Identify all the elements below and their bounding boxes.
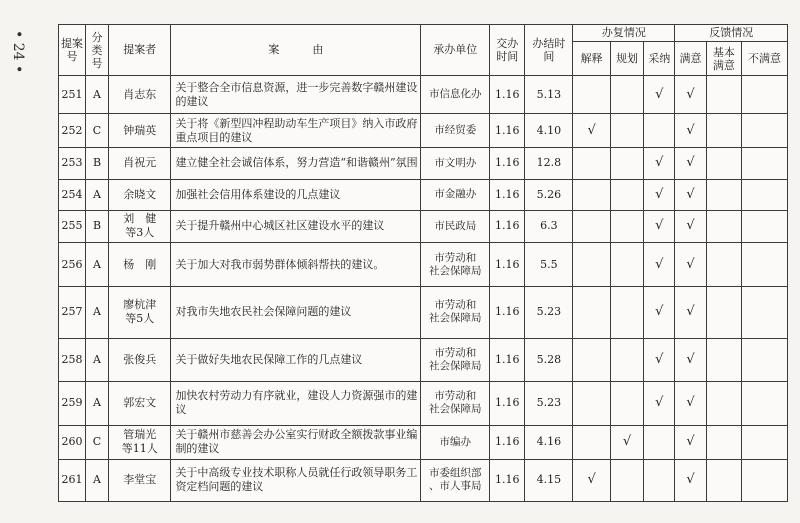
header-reply-adopt: 采纳 [644, 42, 675, 76]
reply-plan-cell [610, 179, 643, 210]
reply-adopt-cell: √ [644, 243, 675, 286]
reply-adopt-cell [644, 114, 675, 148]
proposal-id-cell: 256 [59, 243, 86, 286]
done-time-cell: 4.10 [525, 114, 573, 148]
fb-unsatisfied-cell [742, 179, 788, 210]
fb-basic-cell [706, 114, 741, 148]
reply-plan-cell [610, 76, 643, 114]
table-row [59, 148, 788, 180]
category-cell: A [86, 286, 109, 338]
reply-plan-cell [610, 459, 643, 501]
done-time-cell: 5.23 [525, 286, 573, 338]
fb-satisfied-cell: √ [675, 114, 706, 148]
subject-cell: 关于将《新型四冲程助动车生产项目》纳入市政府重点项目的建议 [171, 114, 421, 148]
handover-time-cell: 1.16 [490, 286, 525, 338]
handover-time-cell: 1.16 [490, 459, 525, 501]
proposal-id-cell: 258 [59, 338, 86, 381]
table-row [59, 382, 788, 425]
reply-adopt-cell: √ [644, 338, 675, 381]
reply-explain-cell [573, 425, 610, 459]
handover-time-cell: 1.16 [490, 76, 525, 114]
reply-explain-cell [573, 382, 610, 425]
header-proposer: 提案者 [108, 25, 170, 76]
reply-explain-cell: √ [573, 114, 610, 148]
dept-cell: 市信息化办 [421, 76, 490, 114]
handover-time-cell: 1.16 [490, 243, 525, 286]
header-fb-unsatisfied: 不满意 [742, 42, 788, 76]
reply-adopt-cell: √ [644, 210, 675, 243]
proposal-id-cell: 257 [59, 286, 86, 338]
header-handover-time: 交办时间 [490, 25, 525, 76]
category-cell: A [86, 179, 109, 210]
header-reply-explain: 解释 [573, 42, 610, 76]
table-row [59, 286, 788, 338]
done-time-cell: 5.13 [525, 76, 573, 114]
done-time-cell: 5.26 [525, 179, 573, 210]
dept-cell: 市编办 [421, 425, 490, 459]
reply-plan-cell [610, 148, 643, 180]
table-row [59, 338, 788, 381]
reply-explain-cell [573, 338, 610, 381]
proposal-table [58, 24, 788, 502]
header-subject: 案 由 [171, 25, 421, 76]
table-row [59, 425, 788, 459]
done-time-cell: 12.8 [525, 148, 573, 180]
proposal-id-cell: 261 [59, 459, 86, 501]
fb-basic-cell [706, 243, 741, 286]
category-cell: A [86, 338, 109, 381]
reply-explain-cell: √ [573, 459, 610, 501]
done-time-cell: 5.5 [525, 243, 573, 286]
dept-cell: 市文明办 [421, 148, 490, 180]
proposer-cell: 钟瑞英 [108, 114, 170, 148]
reply-plan-cell [610, 286, 643, 338]
header-proposal-id: 提案号 [59, 25, 86, 76]
reply-adopt-cell: √ [644, 179, 675, 210]
reply-plan-cell [610, 338, 643, 381]
header-done-time: 办结时间 [525, 25, 573, 76]
table-row [59, 179, 788, 210]
header-fb-basic: 基本满意 [706, 42, 741, 76]
subject-cell: 建立健全社会诚信体系，努力营造“和谐赣州”氛围 [171, 148, 421, 180]
handover-time-cell: 1.16 [490, 425, 525, 459]
category-cell: A [86, 243, 109, 286]
dept-cell: 市民政局 [421, 210, 490, 243]
category-cell: C [86, 114, 109, 148]
table-row [59, 76, 788, 114]
proposer-cell: 李堂宝 [108, 459, 170, 501]
header-reply-status: 办复情况 [573, 25, 675, 42]
proposal-id-cell: 254 [59, 179, 86, 210]
proposer-cell: 余晓文 [108, 179, 170, 210]
proposal-id-cell: 251 [59, 76, 86, 114]
reply-plan-cell: √ [610, 425, 643, 459]
fb-satisfied-cell: √ [675, 338, 706, 381]
fb-satisfied-cell: √ [675, 76, 706, 114]
fb-unsatisfied-cell [742, 210, 788, 243]
category-cell: A [86, 382, 109, 425]
reply-adopt-cell: √ [644, 148, 675, 180]
subject-cell: 对我市失地农民社会保障问题的建议 [171, 286, 421, 338]
reply-adopt-cell: √ [644, 286, 675, 338]
fb-unsatisfied-cell [742, 76, 788, 114]
header-fb-satisfied: 满意 [675, 42, 706, 76]
proposer-cell: 杨 刚 [108, 243, 170, 286]
fb-satisfied-cell: √ [675, 179, 706, 210]
fb-unsatisfied-cell [742, 286, 788, 338]
handover-time-cell: 1.16 [490, 148, 525, 180]
fb-unsatisfied-cell [742, 148, 788, 180]
reply-explain-cell [573, 210, 610, 243]
fb-unsatisfied-cell [742, 382, 788, 425]
handover-time-cell: 1.16 [490, 179, 525, 210]
subject-cell: 关于提升赣州中心城区社区建设水平的建议 [171, 210, 421, 243]
reply-explain-cell [573, 148, 610, 180]
dept-cell: 市劳动和 社会保障局 [421, 382, 490, 425]
subject-cell: 关于中高级专业技术职称人员就任行政领导职务工资定档问题的建议 [171, 459, 421, 501]
fb-satisfied-cell: √ [675, 210, 706, 243]
proposer-cell: 张俊兵 [108, 338, 170, 381]
fb-basic-cell [706, 382, 741, 425]
done-time-cell: 4.16 [525, 425, 573, 459]
subject-cell: 加快农村劳动力有序就业，建设人力资源强市的建议 [171, 382, 421, 425]
fb-satisfied-cell: √ [675, 425, 706, 459]
proposer-cell: 廖杭津 等5人 [108, 286, 170, 338]
handover-time-cell: 1.16 [490, 382, 525, 425]
subject-cell: 关于赣州市慈善会办公室实行财政全额拨款事业编制的建议 [171, 425, 421, 459]
reply-plan-cell [610, 210, 643, 243]
header-category: 分类号 [86, 25, 109, 76]
fb-satisfied-cell: √ [675, 148, 706, 180]
reply-adopt-cell [644, 425, 675, 459]
page-number: • 24 • [10, 30, 26, 74]
handover-time-cell: 1.16 [490, 210, 525, 243]
dept-cell: 市金融办 [421, 179, 490, 210]
fb-unsatisfied-cell [742, 114, 788, 148]
fb-basic-cell [706, 286, 741, 338]
proposal-id-cell: 255 [59, 210, 86, 243]
category-cell: B [86, 210, 109, 243]
reply-adopt-cell: √ [644, 382, 675, 425]
table-row [59, 114, 788, 148]
proposal-id-cell: 253 [59, 148, 86, 180]
done-time-cell: 6.3 [525, 210, 573, 243]
reply-plan-cell [610, 382, 643, 425]
proposer-cell: 肖祝元 [108, 148, 170, 180]
reply-explain-cell [573, 76, 610, 114]
fb-basic-cell [706, 76, 741, 114]
proposer-cell: 刘 健 等3人 [108, 210, 170, 243]
fb-unsatisfied-cell [742, 459, 788, 501]
fb-basic-cell [706, 148, 741, 180]
fb-basic-cell [706, 459, 741, 501]
subject-cell: 关于加大对我市弱势群体倾斜帮扶的建议。 [171, 243, 421, 286]
reply-explain-cell [573, 179, 610, 210]
header-feedback-status: 反馈情况 [675, 25, 788, 42]
fb-basic-cell [706, 179, 741, 210]
proposer-cell: 肖志东 [108, 76, 170, 114]
proposal-id-cell: 260 [59, 425, 86, 459]
fb-unsatisfied-cell [742, 243, 788, 286]
subject-cell: 关于整合全市信息资源，进一步完善数字赣州建设的建议 [171, 76, 421, 114]
proposal-id-cell: 259 [59, 382, 86, 425]
fb-basic-cell [706, 210, 741, 243]
category-cell: B [86, 148, 109, 180]
table-row [59, 243, 788, 286]
table-row [59, 459, 788, 501]
category-cell: A [86, 76, 109, 114]
proposer-cell: 郭宏文 [108, 382, 170, 425]
fb-basic-cell [706, 338, 741, 381]
subject-cell: 加强社会信用体系建设的几点建议 [171, 179, 421, 210]
reply-explain-cell [573, 286, 610, 338]
handover-time-cell: 1.16 [490, 338, 525, 381]
dept-cell: 市劳动和 社会保障局 [421, 286, 490, 338]
dept-cell: 市委组织部 、市人事局 [421, 459, 490, 501]
done-time-cell: 4.15 [525, 459, 573, 501]
dept-cell: 市劳动和 社会保障局 [421, 338, 490, 381]
category-cell: A [86, 459, 109, 501]
fb-satisfied-cell: √ [675, 382, 706, 425]
proposer-cell: 管瑞光 等11人 [108, 425, 170, 459]
fb-satisfied-cell: √ [675, 243, 706, 286]
proposal-id-cell: 252 [59, 114, 86, 148]
dept-cell: 市劳动和 社会保障局 [421, 243, 490, 286]
reply-plan-cell [610, 243, 643, 286]
reply-plan-cell [610, 114, 643, 148]
done-time-cell: 5.23 [525, 382, 573, 425]
table-row [59, 210, 788, 243]
reply-adopt-cell [644, 459, 675, 501]
header-dept: 承办单位 [421, 25, 490, 76]
fb-basic-cell [706, 425, 741, 459]
reply-adopt-cell: √ [644, 76, 675, 114]
header-reply-plan: 规划 [610, 42, 643, 76]
dept-cell: 市经贸委 [421, 114, 490, 148]
fb-satisfied-cell: √ [675, 286, 706, 338]
reply-explain-cell [573, 243, 610, 286]
handover-time-cell: 1.16 [490, 114, 525, 148]
fb-unsatisfied-cell [742, 338, 788, 381]
fb-unsatisfied-cell [742, 425, 788, 459]
fb-satisfied-cell: √ [675, 459, 706, 501]
done-time-cell: 5.28 [525, 338, 573, 381]
subject-cell: 关于做好失地农民保障工作的几点建议 [171, 338, 421, 381]
category-cell: C [86, 425, 109, 459]
proposal-table-sheet [58, 24, 788, 502]
